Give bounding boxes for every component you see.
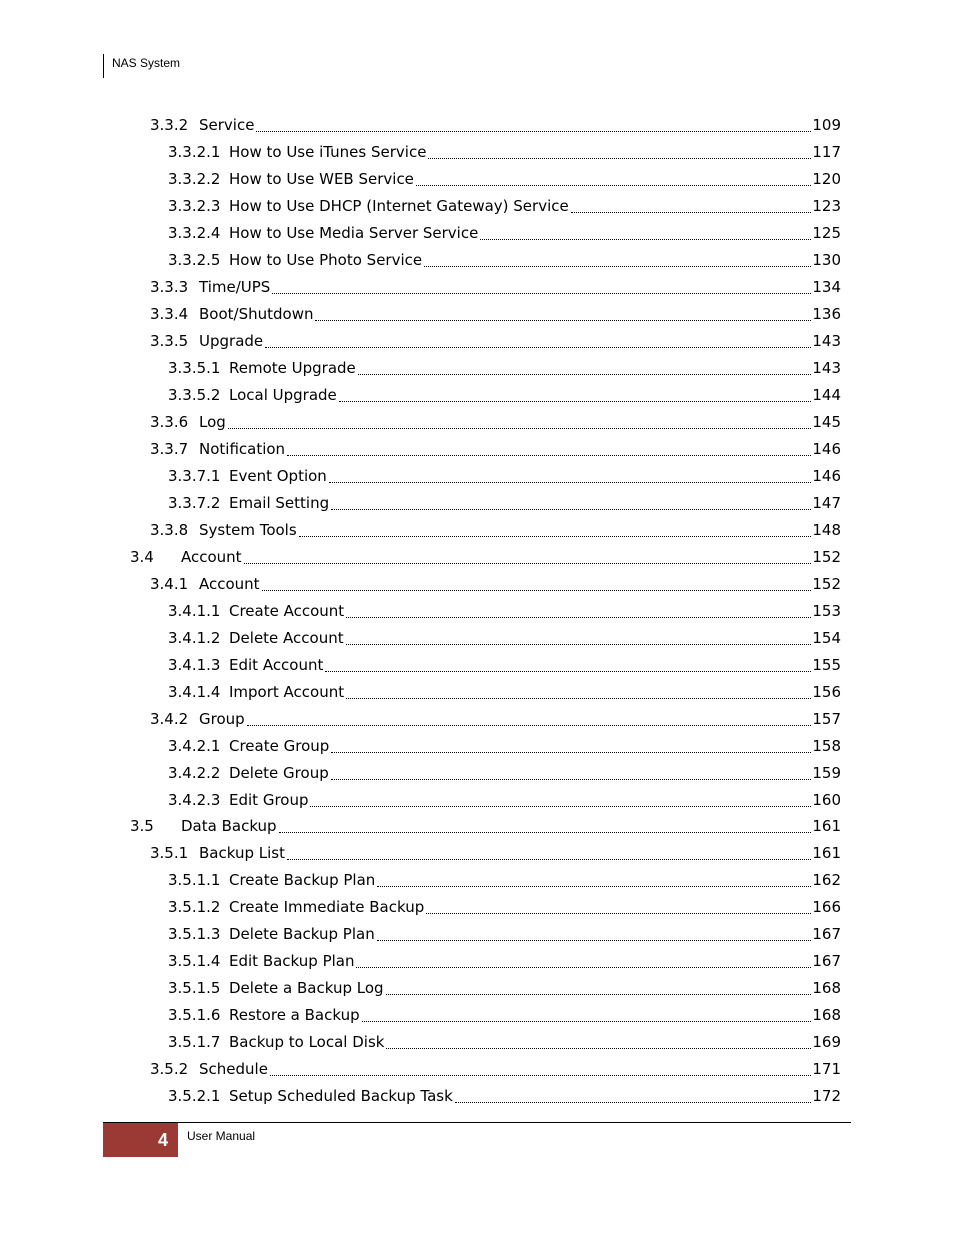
- toc-entry-page: 161: [812, 817, 841, 836]
- toc-entry[interactable]: [168, 386, 841, 406]
- toc-entry-page: 153: [812, 601, 841, 620]
- footer-label: User Manual: [187, 1129, 256, 1143]
- toc-entry[interactable]: [168, 359, 841, 379]
- toc-dot-leader: [377, 939, 812, 941]
- toc-entry-number: 3.4.2.2: [168, 763, 221, 782]
- toc-entry[interactable]: [168, 602, 841, 622]
- toc-entry[interactable]: [150, 575, 841, 595]
- toc-entry-number: 3.5.1.6: [168, 1006, 221, 1025]
- toc-entry-number: 3.5.1.5: [168, 979, 221, 998]
- toc-entry-number: 3.5.1.3: [168, 925, 221, 944]
- toc-entry-title: Notification: [199, 439, 286, 458]
- toc-entry-number: 3.3.2.5: [168, 250, 221, 269]
- toc-entry[interactable]: [168, 1006, 841, 1026]
- toc-entry[interactable]: [150, 305, 841, 325]
- toc-dot-leader: [247, 724, 812, 726]
- toc-entry-page: 117: [812, 142, 841, 161]
- toc-entry-page: 166: [812, 898, 841, 917]
- toc-entry-number: 3.4.1: [150, 574, 189, 593]
- toc-entry-number: 3.5: [130, 817, 154, 836]
- toc-entry-title: Boot/Shutdown: [199, 304, 314, 323]
- toc-entry-title: Group: [199, 709, 245, 728]
- toc-entry-page: 148: [812, 520, 841, 539]
- header-divider: [103, 54, 104, 78]
- toc-entry-title: How to Use WEB Service: [229, 169, 414, 188]
- toc-entry[interactable]: [150, 332, 841, 352]
- toc-dot-leader: [315, 319, 811, 321]
- toc-entry-number: 3.3.8: [150, 520, 189, 539]
- toc-entry-number: 3.5.1.1: [168, 871, 221, 890]
- toc-entry-title: Account: [199, 574, 260, 593]
- toc-entry[interactable]: [150, 413, 841, 433]
- toc-entry-page: 145: [812, 412, 841, 431]
- toc-entry[interactable]: [168, 143, 841, 163]
- toc-dot-leader: [339, 400, 812, 402]
- toc-entry-page: 134: [812, 277, 841, 296]
- toc-entry-title: Edit Backup Plan: [229, 952, 355, 971]
- toc-dot-leader: [287, 858, 811, 860]
- toc-entry-number: 3.5.2: [150, 1060, 189, 1079]
- toc-entry[interactable]: [168, 791, 841, 811]
- toc-entry-page: 146: [812, 439, 841, 458]
- toc-entry-title: Local Upgrade: [229, 385, 337, 404]
- toc-entry-page: 162: [812, 871, 841, 890]
- toc-entry-title: How to Use Media Server Service: [229, 223, 479, 242]
- toc-entry-title: Upgrade: [199, 331, 264, 350]
- toc-entry-title: Service: [199, 116, 255, 134]
- toc-entry-title: Log: [199, 412, 226, 431]
- toc-entry-number: 3.4.1.1: [168, 601, 221, 620]
- toc-entry-number: 3.3.2: [150, 116, 189, 134]
- toc-entry-number: 3.5.1.4: [168, 952, 221, 971]
- toc-entry-page: 125: [812, 223, 841, 242]
- toc-entry-page: 144: [812, 385, 841, 404]
- toc-entry-page: 152: [812, 547, 841, 566]
- toc-entry-title: Create Group: [229, 736, 330, 755]
- toc-entry[interactable]: [168, 925, 841, 945]
- toc-dot-leader: [331, 751, 811, 753]
- toc-entry[interactable]: [168, 629, 841, 649]
- footer-rule: [103, 1122, 851, 1123]
- toc-entry-title: Delete Group: [229, 763, 329, 782]
- toc-entry-number: 3.3.2.3: [168, 196, 221, 215]
- toc-dot-leader: [279, 831, 812, 833]
- toc-entry-page: 146: [812, 466, 841, 485]
- toc-entry-title: Event Option: [229, 466, 327, 485]
- toc-entry-title: How to Use iTunes Service: [229, 142, 427, 161]
- toc-entry-page: 158: [812, 736, 841, 755]
- toc-dot-leader: [244, 562, 812, 564]
- toc-dot-leader: [331, 778, 812, 780]
- toc-entry-page: 143: [812, 358, 841, 377]
- toc-entry-title: Edit Account: [229, 655, 324, 674]
- toc-entry-page: 168: [812, 1006, 841, 1025]
- toc-entry-page: 143: [812, 331, 841, 350]
- toc-entry-title: Create Account: [229, 601, 345, 620]
- toc-entry[interactable]: [168, 467, 841, 487]
- toc-entry-page: 155: [812, 655, 841, 674]
- toc-entry[interactable]: [168, 952, 841, 972]
- toc-entry-title: How to Use DHCP (Internet Gateway) Service: [229, 196, 569, 215]
- toc-entry-title: Account: [181, 547, 242, 566]
- running-header-title: NAS System: [112, 56, 181, 70]
- toc-entry-number: 3.4.1.4: [168, 682, 221, 701]
- toc-entry-number: 3.3.2.4: [168, 223, 221, 242]
- toc-entry-title: Restore a Backup: [229, 1006, 360, 1025]
- toc-dot-leader: [262, 589, 812, 591]
- toc-dot-leader: [358, 373, 812, 375]
- toc-dot-leader: [424, 265, 811, 267]
- toc-dot-leader: [329, 481, 812, 483]
- toc-dot-leader: [346, 643, 812, 645]
- toc-entry-number: 3.4.1.2: [168, 628, 221, 647]
- toc-dot-leader: [386, 993, 812, 995]
- toc-entry[interactable]: [168, 871, 841, 891]
- toc-entry[interactable]: [168, 979, 841, 999]
- toc-dot-leader: [299, 535, 812, 537]
- toc-entry-number: 3.4.2.1: [168, 736, 221, 755]
- toc-dot-leader: [455, 1101, 812, 1103]
- toc-entry-page: 160: [812, 790, 841, 809]
- toc-dot-leader: [416, 184, 811, 186]
- toc-entry-number: 3.3.7.2: [168, 493, 221, 512]
- toc-dot-leader: [571, 211, 812, 213]
- toc-entry-title: Data Backup: [181, 817, 277, 836]
- toc-entry-number: 3.5.1: [150, 844, 189, 863]
- toc-entry[interactable]: [168, 1033, 841, 1053]
- toc-entry-page: 159: [812, 763, 841, 782]
- toc-entry[interactable]: [168, 197, 841, 217]
- toc-entry-number: 3.3.7: [150, 439, 189, 458]
- toc-entry-number: 3.3.4: [150, 304, 189, 323]
- toc-dot-leader: [362, 1020, 812, 1022]
- toc-dot-leader: [287, 454, 811, 456]
- toc-entry-number: 3.3.3: [150, 277, 189, 296]
- toc-entry[interactable]: [168, 656, 841, 676]
- toc-dot-leader: [346, 616, 811, 618]
- toc-entry-title: How to Use Photo Service: [229, 250, 423, 269]
- toc-entry-number: 3.3.7.1: [168, 466, 221, 485]
- toc-entry-page: 169: [812, 1033, 841, 1052]
- toc-entry-page: 172: [812, 1087, 841, 1106]
- toc-entry-page: 167: [812, 952, 841, 971]
- toc-entry[interactable]: [168, 764, 841, 784]
- toc-entry-title: Schedule: [199, 1060, 268, 1079]
- toc-dot-leader: [270, 1074, 811, 1076]
- toc-dot-leader: [428, 157, 811, 159]
- toc-entry[interactable]: [130, 817, 841, 837]
- toc-dot-leader: [346, 697, 811, 699]
- toc-entry[interactable]: [150, 278, 841, 298]
- toc-entry[interactable]: [150, 710, 841, 730]
- toc-entry-number: 3.3.2.1: [168, 142, 221, 161]
- toc-dot-leader: [228, 427, 812, 429]
- toc-entry-page: 156: [812, 682, 841, 701]
- toc-entry[interactable]: [150, 844, 841, 864]
- toc-entry-number: 3.5.1.7: [168, 1033, 221, 1052]
- toc-dot-leader: [386, 1047, 811, 1049]
- toc-entry[interactable]: [168, 224, 841, 244]
- toc-entry-title: Delete a Backup Log: [229, 979, 384, 998]
- toc-entry-number: 3.3.6: [150, 412, 189, 431]
- toc-entry-title: Edit Group: [229, 790, 309, 809]
- toc-entry[interactable]: [130, 548, 841, 568]
- toc-entry-page: 157: [812, 709, 841, 728]
- toc-entry-page: 154: [812, 628, 841, 647]
- toc-entry-page: 161: [812, 844, 841, 863]
- toc-dot-leader: [356, 966, 811, 968]
- toc-entry[interactable]: [168, 898, 841, 918]
- page-number: 4: [157, 1129, 168, 1150]
- toc-entry-title: Create Backup Plan: [229, 871, 376, 890]
- toc-entry-page: 168: [812, 979, 841, 998]
- toc-entry[interactable]: [168, 170, 841, 190]
- toc-entry-number: 3.4.2.3: [168, 790, 221, 809]
- toc-dot-leader: [480, 238, 811, 240]
- toc-entry-number: 3.3.5.1: [168, 358, 221, 377]
- toc-entry-page: 171: [812, 1060, 841, 1079]
- toc-dot-leader: [426, 912, 811, 914]
- toc-entry-number: 3.3.5.2: [168, 385, 221, 404]
- toc-entry-number: 3.4.2: [150, 709, 189, 728]
- toc-dot-leader: [256, 130, 811, 132]
- toc-entry[interactable]: [168, 737, 841, 757]
- toc-entry-title: Import Account: [229, 682, 345, 701]
- toc-entry-number: 3.5.2.1: [168, 1087, 221, 1106]
- toc-entry-number: 3.3.2.2: [168, 169, 221, 188]
- toc-entry-title: Delete Backup Plan: [229, 925, 375, 944]
- toc-entry-number: 3.4: [130, 547, 154, 566]
- toc-entry-page: 147: [812, 493, 841, 512]
- toc-entry-title: Delete Account: [229, 628, 344, 647]
- toc-dot-leader: [272, 292, 811, 294]
- toc-dot-leader: [377, 885, 811, 887]
- toc-entry-title: Time/UPS: [199, 277, 271, 296]
- toc-entry-title: Backup to Local Disk: [229, 1033, 385, 1052]
- toc-entry-title: Backup List: [199, 844, 285, 863]
- toc-entry-title: Email Setting: [229, 493, 330, 512]
- toc-entry[interactable]: [168, 683, 841, 703]
- toc-entry-page: 123: [812, 196, 841, 215]
- toc-dot-leader: [265, 346, 811, 348]
- toc-entry-page: 109: [812, 116, 841, 134]
- toc-dot-leader: [331, 508, 811, 510]
- toc-entry[interactable]: [150, 440, 841, 460]
- toc-entry-number: 3.5.1.2: [168, 898, 221, 917]
- toc-entry-number: 3.4.1.3: [168, 655, 221, 674]
- toc-entry[interactable]: [150, 1060, 841, 1080]
- toc-entry[interactable]: [150, 116, 841, 136]
- toc-entry-page: 130: [812, 250, 841, 269]
- toc-dot-leader: [325, 670, 811, 672]
- toc-entry-number: 3.3.5: [150, 331, 189, 350]
- toc-entry-title: Create Immediate Backup: [229, 898, 425, 917]
- page-number-box: [103, 1123, 178, 1157]
- toc-entry[interactable]: [150, 521, 841, 541]
- toc-entry-page: 152: [812, 574, 841, 593]
- toc-entry[interactable]: [168, 494, 841, 514]
- toc-entry-title: System Tools: [199, 520, 297, 539]
- toc-entry-title: Remote Upgrade: [229, 358, 356, 377]
- toc-entry[interactable]: [168, 1087, 841, 1107]
- toc-entry-title: Setup Scheduled Backup Task: [229, 1087, 453, 1106]
- toc-dot-leader: [310, 805, 811, 807]
- toc-entry[interactable]: [168, 251, 841, 271]
- toc-entry-page: 136: [812, 304, 841, 323]
- toc-entry-page: 167: [812, 925, 841, 944]
- toc-entry-page: 120: [812, 169, 841, 188]
